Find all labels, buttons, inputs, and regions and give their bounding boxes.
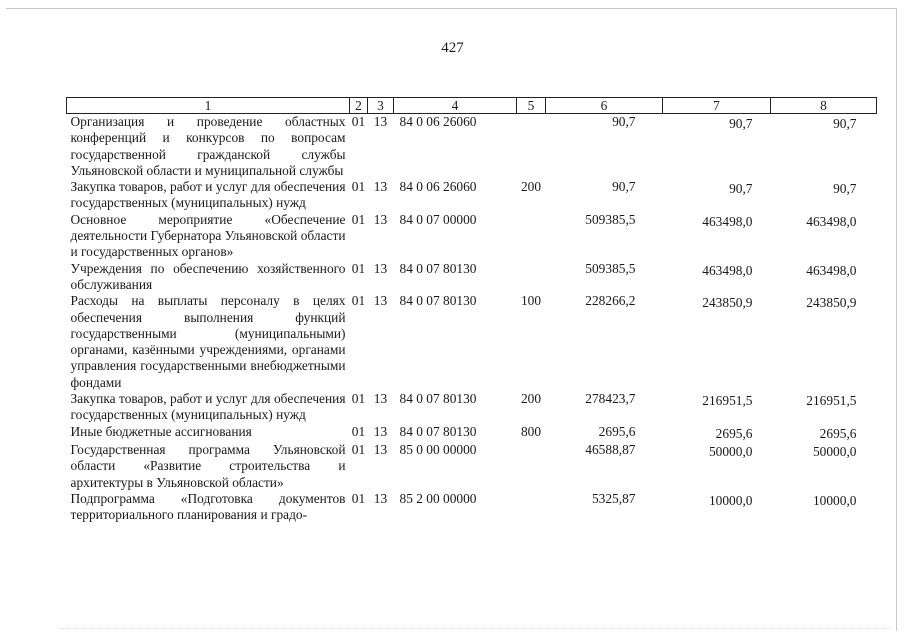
row-expense-type-cell: 800 <box>520 423 542 439</box>
row-amount-year3-cell: 216951,5 <box>806 393 857 409</box>
row-expense-type-cell <box>517 261 546 294</box>
row-expense-type-cell <box>517 212 546 261</box>
row-amount-year1-cell: 5325,87 <box>591 490 636 506</box>
row-amount-year3-cell: 50000,0 <box>812 443 857 459</box>
row-amount-year3-cell: 243850,9 <box>806 295 857 311</box>
row-amount-year2-cell: 50000,0 <box>708 443 753 459</box>
row-amount-year1-cell: 228266,2 <box>585 293 636 309</box>
row-amount-year2-cell: 90,7 <box>729 181 753 197</box>
row-section-cell: 01 <box>351 490 366 506</box>
row-amount-year1-cell: 509385,5 <box>585 211 636 227</box>
header-cell-7: 7 <box>663 98 771 114</box>
row-target-article-cell: 84 0 07 80130 <box>399 423 477 439</box>
row-amount-year2-cell: 2695,6 <box>715 425 753 441</box>
row-amount-year3-cell: 90,7 <box>833 116 857 131</box>
row-amount-year3-cell: 90,7 <box>833 181 857 197</box>
header-cell-4: 4 <box>394 98 517 114</box>
row-subsection-cell: 13 <box>373 293 388 309</box>
row-expense-type-cell: 100 <box>520 293 542 309</box>
row-name-cell: Расходы на выплаты персоналу в целях обеспечения выполнения функций государственными (муниципальными) органами, казёнными учреждениями, органами управления государственными внебюджетными фондами <box>70 293 346 390</box>
table-row <box>67 424 877 442</box>
row-target-article-cell: 84 0 06 26060 <box>399 179 477 195</box>
header-cell-2: 2 <box>350 98 368 114</box>
row-subsection-cell: 13 <box>373 211 388 227</box>
row-amount-year1-cell: 46588,87 <box>585 441 636 457</box>
page-number: 427 <box>441 40 464 56</box>
row-amount-year3-cell: 463498,0 <box>806 213 857 229</box>
row-name-cell: Государственная программа Ульяновской области «Развитие строительства и архитектуры в Ульяновской области» <box>70 441 346 490</box>
row-amount-year1-cell: 90,7 <box>612 179 636 195</box>
row-name-cell: Закупка товаров, работ и услуг для обеспечения государственных (муниципальных) нужд <box>70 391 346 423</box>
row-section-cell: 01 <box>351 293 366 309</box>
header-cell-5: 5 <box>517 98 546 114</box>
row-target-article-cell: 84 0 06 26060 <box>399 114 477 129</box>
budget-table <box>66 97 877 523</box>
row-name-cell: Организация и проведение областных конференций и конкурсов по вопросам государственной гражданской службы Ульяновской области и муниципальной службы <box>70 114 346 178</box>
row-amount-year2-cell: 243850,9 <box>702 295 753 311</box>
row-expense-type-cell <box>517 442 546 491</box>
row-expense-type-cell <box>517 114 546 180</box>
row-name-cell: Учреждения по обеспечению хозяйственного обслуживания <box>70 260 346 292</box>
row-section-cell: 01 <box>351 114 366 129</box>
row-name-cell: Закупка товаров, работ и услуг для обеспечения государственных (муниципальных) нужд <box>70 179 346 211</box>
header-cell-3: 3 <box>368 98 394 114</box>
row-section-cell: 01 <box>351 260 366 276</box>
row-amount-year2-cell: 10000,0 <box>708 492 753 508</box>
row-name-cell: Основное мероприятие «Обеспечение деятельности Губернатора Ульяновской области и государственных органов» <box>70 211 346 260</box>
row-amount-year1-cell: 90,7 <box>612 114 636 129</box>
table-row <box>67 261 877 294</box>
row-section-cell: 01 <box>351 391 366 407</box>
row-subsection-cell: 13 <box>373 490 388 506</box>
row-amount-year1-cell: 509385,5 <box>585 260 636 276</box>
row-subsection-cell: 13 <box>373 441 388 457</box>
table-row <box>67 442 877 491</box>
row-amount-year2-cell: 463498,0 <box>702 213 753 229</box>
table-header-row <box>67 98 877 114</box>
table-row <box>67 293 877 391</box>
row-amount-year3-cell: 2695,6 <box>819 425 857 441</box>
table-row <box>67 391 877 424</box>
row-expense-type-cell: 200 <box>520 391 542 407</box>
row-section-cell: 01 <box>351 423 366 439</box>
row-target-article-cell: 84 0 07 80130 <box>399 293 477 309</box>
row-amount-year1-cell: 2695,6 <box>598 423 636 439</box>
row-section-cell: 01 <box>351 179 366 195</box>
row-target-article-cell: 85 2 00 00000 <box>399 490 477 506</box>
header-cell-1: 1 <box>67 98 350 114</box>
row-section-cell: 01 <box>351 441 366 457</box>
row-amount-year3-cell: 10000,0 <box>812 492 857 508</box>
row-target-article-cell: 84 0 07 80130 <box>399 391 477 407</box>
scan-noise-line <box>60 628 890 629</box>
row-expense-type-cell: 200 <box>520 179 542 195</box>
header-cell-8: 8 <box>771 98 877 114</box>
row-subsection-cell: 13 <box>373 391 388 407</box>
row-target-article-cell: 84 0 07 80130 <box>399 260 477 276</box>
row-amount-year3-cell: 463498,0 <box>806 262 857 278</box>
table-row <box>67 114 877 180</box>
row-subsection-cell: 13 <box>373 260 388 276</box>
row-amount-year1-cell: 278423,7 <box>585 391 636 407</box>
row-target-article-cell: 84 0 07 00000 <box>399 211 477 227</box>
row-amount-year2-cell: 463498,0 <box>702 262 753 278</box>
table-row <box>67 179 877 212</box>
row-target-article-cell: 85 0 00 00000 <box>399 441 477 457</box>
table-row <box>67 491 877 524</box>
row-expense-type-cell <box>517 491 546 524</box>
row-name-cell: Подпрограмма «Подготовка документов территориального планирования и градо- <box>70 490 346 523</box>
row-amount-year2-cell: 216951,5 <box>702 393 753 409</box>
row-section-cell: 01 <box>351 211 366 227</box>
header-cell-6: 6 <box>546 98 663 114</box>
row-amount-year2-cell: 90,7 <box>729 116 753 131</box>
row-subsection-cell: 13 <box>373 423 388 439</box>
row-subsection-cell: 13 <box>373 179 388 195</box>
table-row <box>67 212 877 261</box>
row-name-cell: Иные бюджетные ассигнования <box>70 423 252 439</box>
row-subsection-cell: 13 <box>373 114 388 129</box>
